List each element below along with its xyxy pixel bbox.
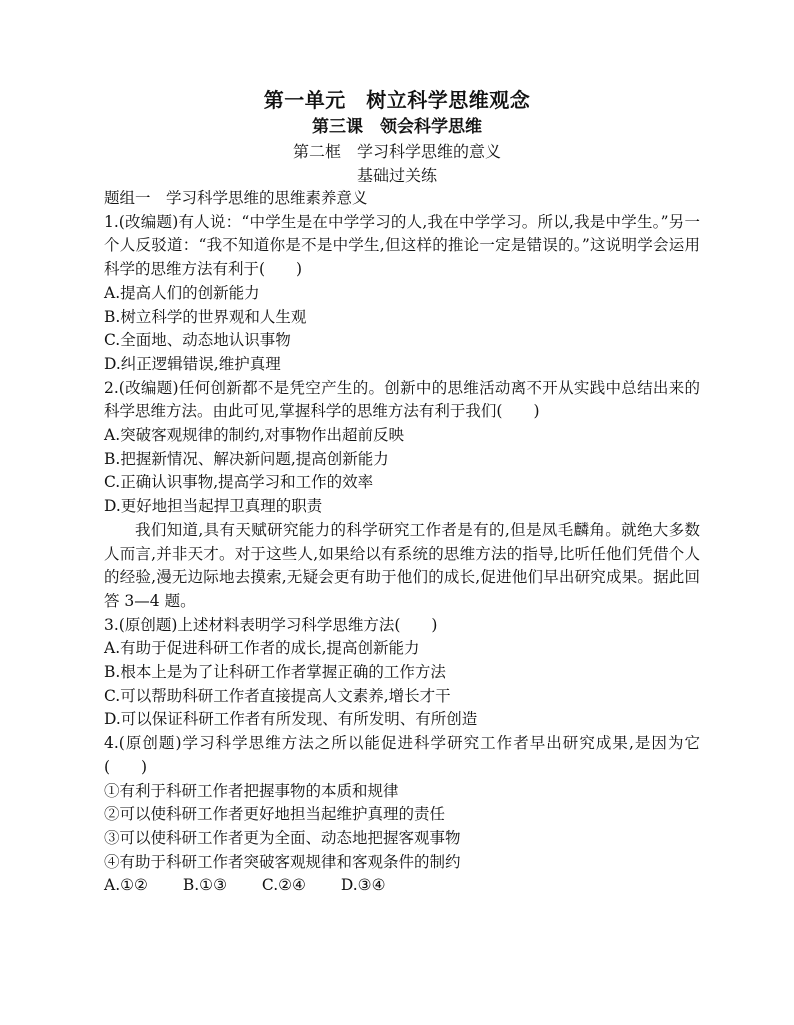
question-4-stem: 4.(原创题)学习科学思维方法之所以能促进科学研究工作者早出研究成果,是因为它( ) <box>104 734 700 776</box>
question-2-option-c: C.正确认识事物,提高学习和工作的效率 <box>104 473 374 492</box>
lesson-title: 第三课 领会科学思维 <box>312 117 482 137</box>
question-1-option-d: D.纠正逻辑错误,维护真理 <box>104 354 281 373</box>
question-4-answer-choices <box>104 874 700 898</box>
section-title: 第二框 学习科学思维的意义 <box>292 142 501 161</box>
question-4-answer-d: D.③④ <box>340 876 386 895</box>
question-1-option-b: B.树立科学的世界观和人生观 <box>104 307 307 326</box>
question-4-statement-3: ③可以使科研工作者更为全面、动态地把握客观事物 <box>104 828 461 847</box>
question-3-option-c: C.可以帮助科研工作者直接提高人文素养,增长才干 <box>104 686 451 705</box>
material-paragraph: 我们知道,具有天赋研究能力的科学研究工作者是有的,但是凤毛麟角。就绝大多数人而言,并非天才。对于这些人,如果给以有系统的思维方法的指导,比听任他们凭借个人的经验,漫无边际地去摸索,无疑会更有助于他们的成长,促进他们早出研究成果。据此回答 3—4 题。 <box>104 520 700 610</box>
question-4-statement-4: ④有助于科研工作者突破客观规律和客观条件的制约 <box>104 852 461 871</box>
question-4-statement-1: ①有利于科研工作者把握事物的本质和规律 <box>104 781 399 800</box>
question-content <box>104 187 700 898</box>
question-3-stem: 3.(原创题)上述材料表明学习科学思维方法( ) <box>104 615 438 634</box>
question-2-option-b: B.把握新情况、解决新问题,提高创新能力 <box>104 449 389 468</box>
question-1-stem: 1.(改编题)有人说：“中学生是在中学学习的人,我在中学学习。所以,我是中学生。”另一个人反驳道：“我不知道你是不是中学生,但这样的推论一定是错误的。”这说明学会运用科学的思维方法有利于( ) <box>104 212 700 279</box>
question-3-option-b: B.根本上是为了让科研工作者掌握正确的工作方法 <box>104 663 446 682</box>
question-4-statement-2: ②可以使科研工作者更好地担当起维护真理的责任 <box>104 805 446 824</box>
title-block <box>0 86 794 188</box>
question-4-answer-c: C.②④ <box>261 876 306 895</box>
question-4-answer-b: B.①③ <box>182 876 227 895</box>
question-3-option-d: D.可以保证科研工作者有所发现、有所发明、有所创造 <box>104 710 478 729</box>
group-heading: 题组一 学习科学思维的思维素养意义 <box>104 189 368 207</box>
question-2-option-d: D.更好地担当起捍卫真理的职责 <box>104 497 323 516</box>
unit-title: 第一单元 树立科学思维观念 <box>263 88 531 112</box>
question-1-option-a: A.提高人们的创新能力 <box>104 283 260 302</box>
question-1-option-c: C.全面地、动态地认识事物 <box>104 331 291 350</box>
question-2-stem: 2.(改编题)任何创新都不是凭空产生的。创新中的思维活动离不开从实践中总结出来的科学思维方法。由此可见,掌握科学的思维方法有利于我们( ) <box>104 378 700 421</box>
question-3-option-a: A.有助于促进科研工作者的成长,提高创新能力 <box>104 639 420 658</box>
question-4-answer-a: A.①② <box>104 876 148 895</box>
practice-title: 基础过关练 <box>356 166 437 185</box>
question-2-option-a: A.突破客观规律的制约,对事物作出超前反映 <box>104 426 405 445</box>
